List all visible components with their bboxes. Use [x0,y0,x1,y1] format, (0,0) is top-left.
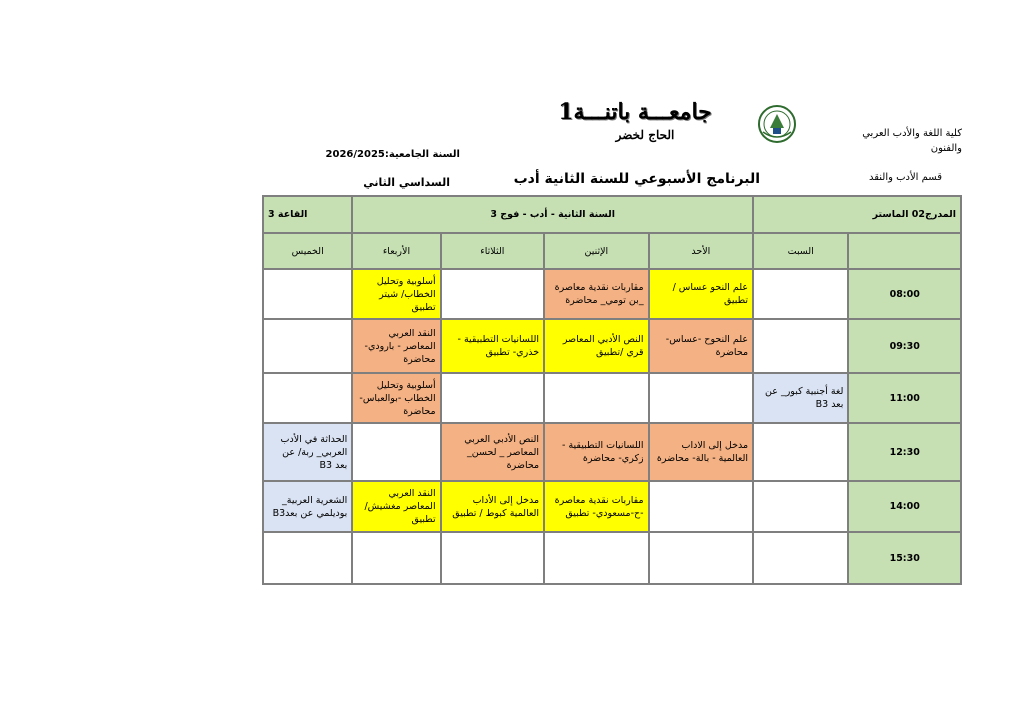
class-cell: أسلوبية وتحليل الخطاب/ شيتر تطبيق [352,269,440,319]
class-cell: النقد العربي المعاصر - بارودي- محاضرة [352,319,440,373]
class-cell [753,423,848,481]
time-slot: 14:00 [848,481,961,532]
class-cell [544,373,648,423]
class-cell: الحداثة في الأدب العربي_ ربة/ عن بعد B3 [263,423,352,481]
day-header: الأربعاء [352,233,440,269]
time-header-cell [848,233,961,269]
time-row [263,423,961,481]
group-info: السنة الثانية - أدب - فوج 3 [352,196,753,233]
class-cell [263,532,352,584]
class-cell: مقاربات نقدية معاصرة _بن تومي_ محاضرة [544,269,648,319]
class-cell: مقاربات نقدية معاصرة -ح-مسعودي- تطبيق [544,481,648,532]
weekly-schedule-table [262,195,962,585]
class-cell [352,423,440,481]
time-slot: 15:30 [848,532,961,584]
class-cell: علم النحوح -عساس- محاضرة [649,319,753,373]
class-cell [544,532,648,584]
time-row [263,532,961,584]
time-row [263,269,961,319]
class-cell: النص الأدبي العربي المعاصر _ لحسن_ محاضرة [441,423,544,481]
room-right-label: القاعة 3 [263,196,352,233]
schedule-body [263,269,961,584]
time-slot: 08:00 [848,269,961,319]
faculty-name: كلية اللغة والأدب العربي والفنون [862,128,962,154]
class-cell [753,481,848,532]
class-cell: النص الأدبي المعاصر قري /تطبيق [544,319,648,373]
time-slot: 11:00 [848,373,961,423]
university-emblem-icon [757,104,797,144]
class-cell [753,532,848,584]
class-cell [649,532,753,584]
day-header: الثلاثاء [441,233,544,269]
day-header: الأحد [649,233,753,269]
class-cell [753,269,848,319]
class-cell: مدخل إلى الأداب العالمية كبوط / تطبيق [441,481,544,532]
time-row [263,481,961,532]
class-cell [352,532,440,584]
class-cell [441,373,544,423]
semester-label: السداسي الثاني [363,176,450,189]
time-row [263,319,961,373]
day-header: الإثنين [544,233,648,269]
day-header: الخميس [263,233,352,269]
class-cell [263,373,352,423]
class-cell: علم النحو عساس / تطبيق [649,269,753,319]
page-title: البرنامج الأسبوعي للسنة الثانية أدب [513,171,760,187]
academic-year: السنة الجامعية:2026/2025 [325,149,460,160]
time-slot: 09:30 [848,319,961,373]
class-cell: الشعرية العربية_ بوديلمي عن بعدB3 [263,481,352,532]
class-cell [649,481,753,532]
class-cell [263,319,352,373]
class-cell [649,373,753,423]
time-row [263,373,961,423]
day-header: السبت [753,233,848,269]
class-cell: اللسانيات التطبيقية - زكري- محاضرة [544,423,648,481]
class-cell [753,319,848,373]
class-cell: مدخل إلى الاداب العالمية - بالة- محاضرة [649,423,753,481]
university-subtitle: الحاج لخضر [615,128,675,142]
class-cell [263,269,352,319]
class-cell [441,532,544,584]
class-cell: اللسانيات التطبيقية - خذري- تطبيق [441,319,544,373]
university-name: جامعـــة باتنـــة1 [558,99,712,125]
class-cell: لغة أجنبية كبور_ عن بعد B3 [753,373,848,423]
class-cell: النقد العربي المعاصر مغشيش/ تطبيق [352,481,440,532]
class-cell: أسلوبية وتحليل الخطاب -بوالعباس- محاضرة [352,373,440,423]
class-cell [441,269,544,319]
room-left-label: المدرج02 الماستر [753,196,961,233]
time-slot: 12:30 [848,423,961,481]
department-name: قسم الأدب والنقد [868,172,942,183]
